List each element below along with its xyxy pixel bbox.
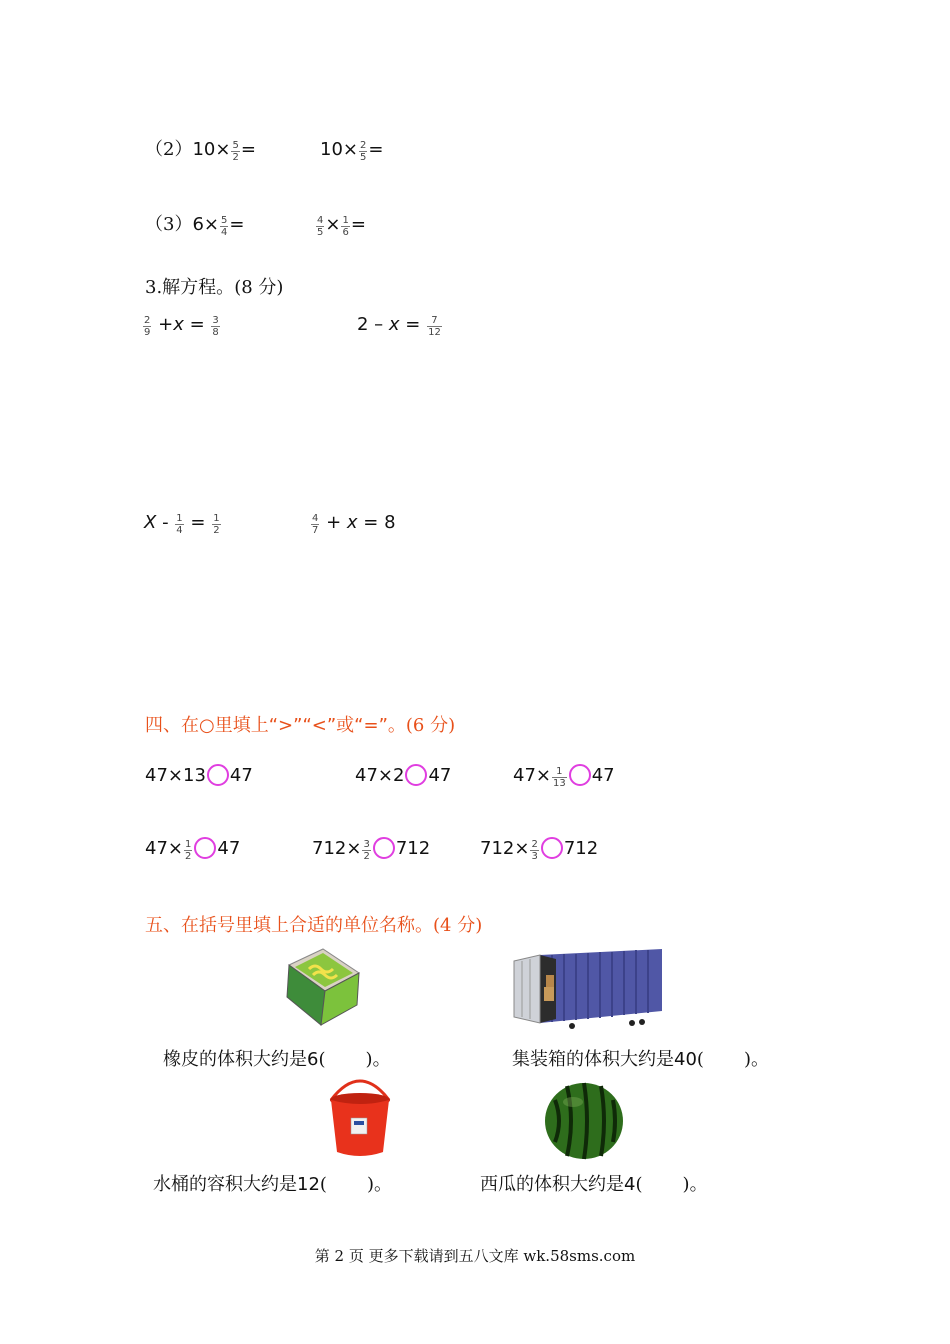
compare-1c: 47× $\frac{1}{13}$ 47 [513, 765, 615, 789]
equation-1: $\frac{2}{9}$ + x = $\frac{3}{8}$ [144, 314, 219, 338]
section-4-title: 四、在○里填上“>”“<”或“=”。(6 分) [145, 715, 456, 736]
fraction: $\frac{1}{13}$ [553, 766, 566, 789]
expr-text: = [368, 139, 384, 160]
section-3-title: 3.解方程。(8 分) [145, 277, 284, 298]
answer-blank[interactable]: ( ) [635, 1174, 690, 1195]
fraction: $\frac{1}{6}$ [342, 215, 349, 238]
fraction: $\frac{5}{2}$ [232, 140, 239, 163]
equation-2: 2 – x = $\frac{7}{12}$ [357, 314, 441, 338]
expr-text: × [325, 214, 341, 235]
exercise-row-2-b [320, 138, 383, 163]
answer-circle[interactable] [207, 764, 229, 786]
watermelon-image [543, 1080, 625, 1162]
answer-circle[interactable] [569, 764, 591, 786]
fraction: $\frac{3}{2}$ [363, 839, 370, 862]
compare-1b: 47×2 47 [355, 765, 452, 786]
answer-circle[interactable] [405, 764, 427, 786]
fraction: $\frac{2}{5}$ [360, 140, 367, 163]
equation-4: $\frac{4}{7}$ + x = 8 [312, 512, 396, 536]
eraser-question: 橡皮的体积大约是6( )。 [163, 1049, 391, 1070]
bucket-question: 水桶的容积大约是12( )。 [153, 1174, 393, 1195]
exercise-row-3 [145, 213, 244, 238]
expr-text: = [229, 214, 245, 235]
page-footer: 第 2 页 更多下载请到五八文库 wk.58sms.com [314, 1247, 636, 1265]
exercise-row-2 [145, 138, 256, 163]
fraction: $\frac{3}{8}$ [212, 315, 219, 338]
container-question: 集装箱的体积大约是40( )。 [512, 1049, 770, 1070]
fraction: $\frac{2}{3}$ [531, 839, 538, 862]
row-label: （2） [145, 139, 193, 160]
compare-2c: 712× $\frac{2}{3}$ 712 [480, 838, 599, 862]
section-5-title: 五、在括号里填上合适的单位名称。(4 分) [145, 915, 483, 936]
compare-2b: 712× $\frac{3}{2}$ 712 [312, 838, 431, 862]
fraction: $\frac{1}{2}$ [185, 839, 192, 862]
row-label: （3） [145, 214, 193, 235]
fraction: $\frac{1}{4}$ [176, 513, 183, 536]
compare-2a: 47× $\frac{1}{2}$ 47 [145, 838, 241, 862]
fraction: $\frac{7}{12}$ [428, 315, 441, 338]
equation-3: X - $\frac{1}{4}$ = $\frac{1}{2}$ [144, 512, 220, 536]
answer-blank[interactable]: ( ) [318, 1049, 373, 1070]
expr-text: 10× [320, 139, 358, 160]
fraction: $\frac{4}{7}$ [312, 513, 319, 536]
watermelon-question: 西瓜的体积大约是4( )。 [480, 1174, 708, 1195]
answer-circle[interactable] [194, 837, 216, 859]
answer-circle[interactable] [373, 837, 395, 859]
expr-text: = [350, 214, 366, 235]
fraction: $\frac{4}{5}$ [317, 215, 324, 238]
fraction: $\frac{2}{9}$ [144, 315, 151, 338]
fraction: $\frac{5}{4}$ [221, 215, 228, 238]
compare-1a: 47×13 47 [145, 765, 253, 786]
expr-text: 6× [192, 214, 219, 235]
exercise-row-3-b [315, 213, 366, 238]
answer-circle[interactable] [541, 837, 563, 859]
bucket-image [325, 1070, 395, 1160]
eraser-image [283, 945, 365, 1027]
fraction: $\frac{1}{2}$ [213, 513, 220, 536]
expr-text: = [240, 139, 256, 160]
expr-text: 10× [192, 139, 231, 160]
answer-blank[interactable]: ( ) [319, 1174, 375, 1195]
answer-blank[interactable]: ( ) [696, 1049, 752, 1070]
container-image [512, 947, 664, 1029]
